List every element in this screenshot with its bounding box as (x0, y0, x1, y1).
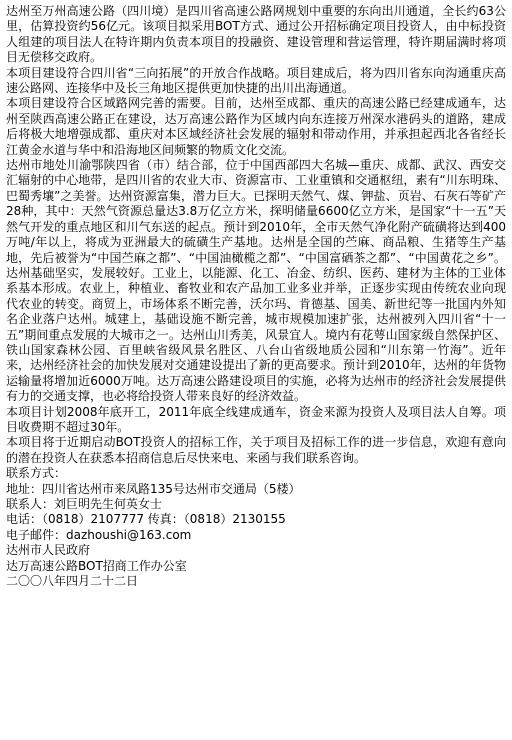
paragraph-tender-invitation: 本项目将于近期启动BOT投资人的招标工作，关于项目及招标工作的进一步信息，欢迎有意向的潜在投资人在获悉本招商信息后尽快来电、来函与我们联系咨询。 (6, 435, 506, 465)
contact-email: 电子邮件：dazhoushi@163.com (6, 527, 192, 542)
issuer-government: 达州市人民政府 (6, 543, 91, 558)
paragraph-schedule-funding: 本项目计划2008年底开工，2011年底全线建成通车，资金来源为投资人及项目法人自筹。项目收费期不超过30年。 (6, 404, 506, 434)
paragraph-dazhou-introduction: 达州市地处川渝鄂陕四省（市）结合部，位于中国西部四大名城—重庆、成都、武汉、西安交汇辐射的中心地带，是四川省的农业大市、资源富市、工业重镇和交通枢纽，素有“川东明珠、巴蜀秀壤”之美誉。达州资源富集，潜力巨大。已探明天然气、煤、钾盐、页岩、石灰石等矿产28种，其中：天然气资源总量达3.8万亿立方米，探明储量6600亿立方米，是国家“十一五”天然气开发的重点地区和川气东送的起点。预计到2010年，全市天然气净化附产硫磺将达到400万吨/年以上，将成为亚洲最大的硫磺生产基地。达州是全国的苎麻、商品粮、生猪等生产基地，先后被誉为“中国苎麻之都”、“中国油橄榄之都”、“中国富硒茶之都”、“中国黄花之乡”。达州基础坚实，发展较好。工业上，以能源、化工、冶金、纺织、医药、建材为主体的工业体系基本形成。农业上，种植业、畜牧业和农产品加工业多业并举，正逐步实现由传统农业向现代农业的转变。商贸上，市场体系不断完善，沃尔玛、肯德基、国美、新世纪等一批国内外知名企业落户达州。城建上，基础设施不断完善，城市规模加速扩张，达州被列入四川省“十一五”期间重点发展的大城市之一。达州山川秀美，风景宜人。境内有花萼山国家级自然保护区、铁山国家森林公园、百里峡省级风景名胜区、八台山省级地质公园和“川东第一竹海”。近年来，达州经济社会的加快发展对交通建设提出了新的更高要求。预计到2010年，达州的年货物运输量将增加近6000万吨。达万高速公路建设项目的实施，必将为达州市的经济社会发展提供有力的交通支撑，也必将给投资人带来良好的经济效益。 (6, 158, 506, 404)
paragraph-strategy: 本项目建设符合四川省“三向拓展”的开放合作战略。项目建成后，将为四川省东向沟通重庆高速公路网、连接华中及长三角地区提供更加快捷的出川出海通道。 (6, 65, 506, 96)
contact-heading: 联系方式： (6, 466, 67, 481)
issue-date: 二〇〇八年四月二十二日 (6, 574, 139, 589)
contact-person: 联系人：刘巨明先生何英女士 (6, 497, 163, 511)
paragraph-project-overview: 达州至万州高速公路（四川境）是四川省高速公路网规划中重要的东向出川通道，全长约63公里，估算投资约56亿元。该项目拟采用BOT方式、通过公开招标确定项目投资人，由中标投资人组建的项目法人在特许期内负责本项目的投融资、建设管理和营运管理，特许期届满时将项目无偿移交政府。 (6, 4, 506, 65)
contact-phone-fax: 电话：（0818）2107777 传真：（0818）2130155 (6, 512, 286, 527)
contact-section (6, 466, 506, 589)
issuer-office: 达万高速公路BOT招商工作办公室 (6, 558, 187, 573)
contact-address: 地址：四川省达州市来凤路135号达州市交通局（5楼） (6, 481, 301, 496)
paragraph-road-network: 本项目建设符合区域路网完善的需要。目前，达州至成都、重庆的高速公路已经建成通车，达州至陕西高速公路正在建设，达万高速公路作为区域内向东连接万州深水港码头的道路，建成后将极大地增强成都、重庆对本区域经济社会发展的辐射和带动作用，并承担起西北各省经长江黄金水道与华中和沿海地区间频繁的物质文化交流。 (6, 96, 506, 157)
announcement-document (6, 4, 506, 589)
